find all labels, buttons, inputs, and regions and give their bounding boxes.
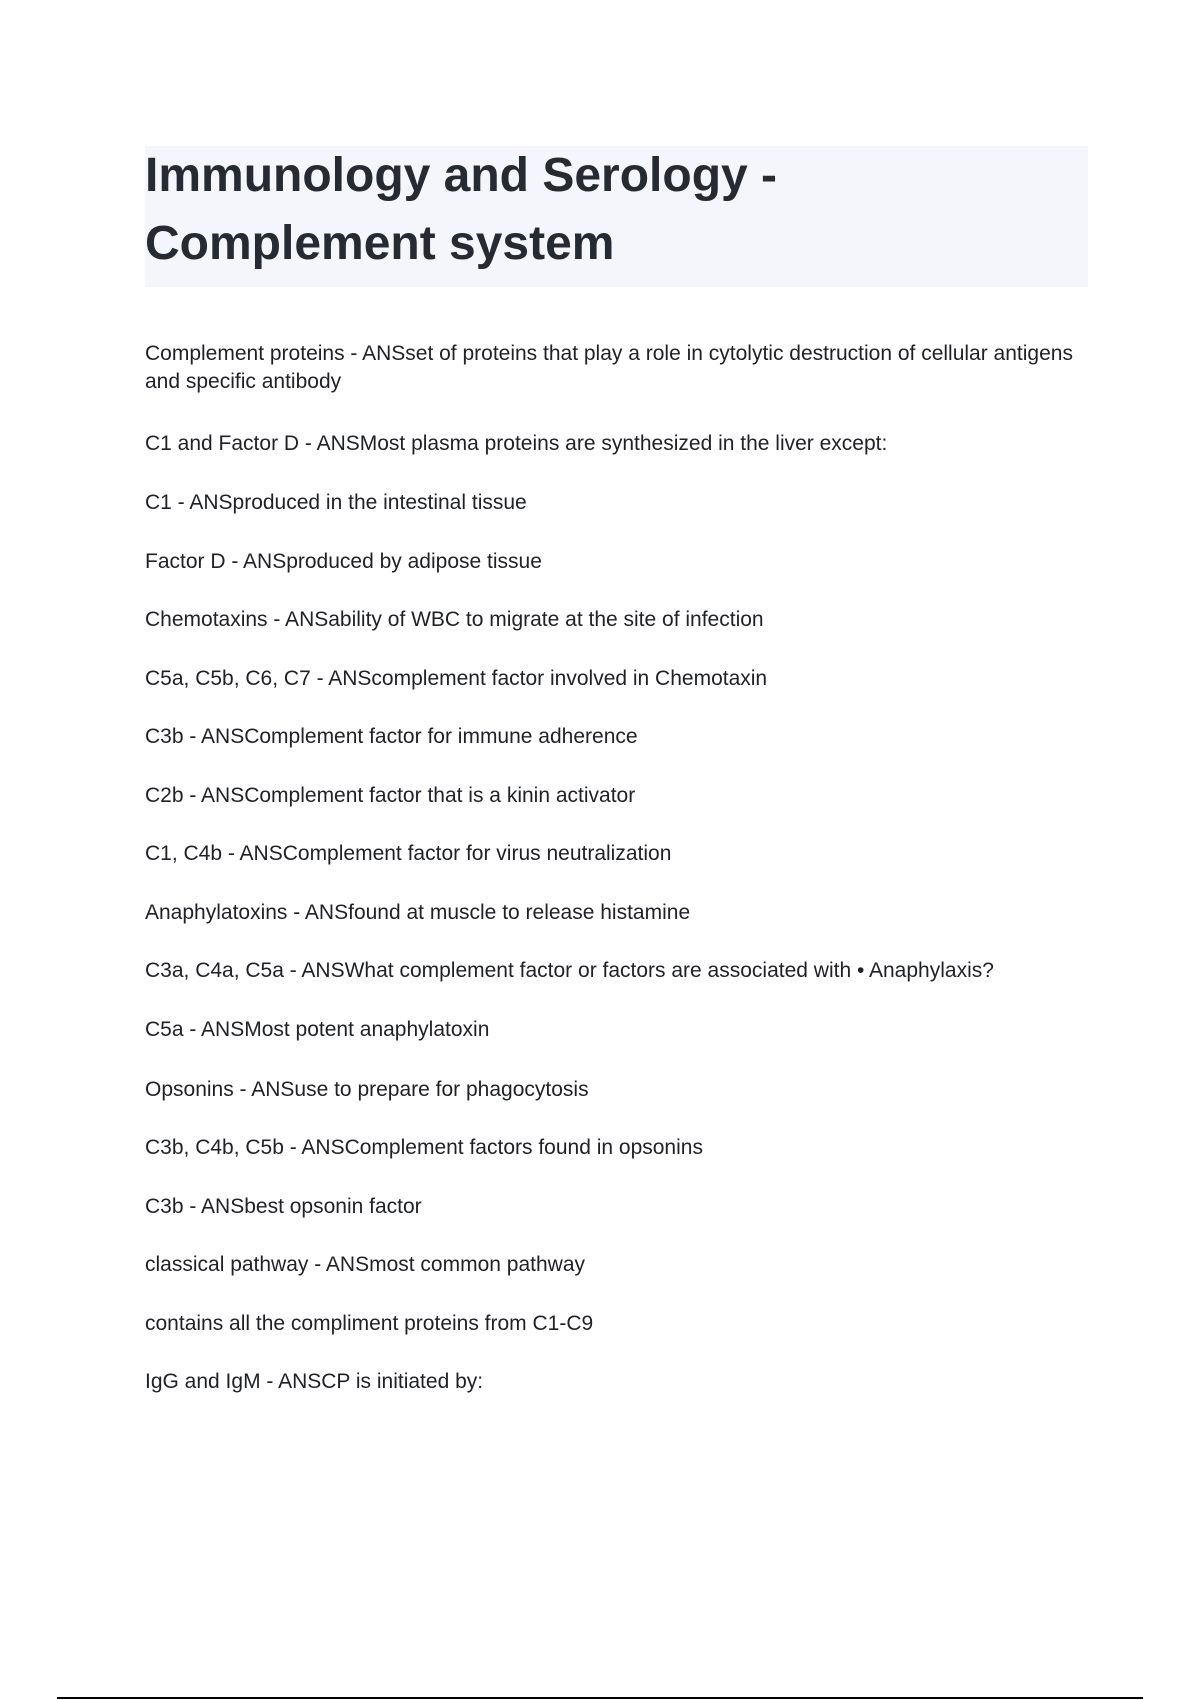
- flashcard-entry: C3b - ANSbest opsonin factor: [145, 1195, 422, 1218]
- flashcard-entry: IgG and IgM - ANSCP is initiated by:: [145, 1370, 484, 1393]
- flashcard-entry: C1, C4b - ANSComplement factor for virus neutralization: [145, 842, 672, 865]
- flashcard-entry: C3b, C4b, C5b - ANSComplement factors found in opsonins: [145, 1136, 703, 1159]
- flashcard-entry: Complement proteins - ANSset of proteins that play a role in cytolytic destruction of cellular antigens and specific antibody: [145, 342, 1073, 393]
- flashcard-entry: C2b - ANSComplement factor that is a kinin activator: [145, 784, 636, 807]
- flashcard-entry: Chemotaxins - ANSability of WBC to migrate at the site of infection: [145, 608, 764, 631]
- flashcard-entry: Factor D - ANSproduced by adipose tissue: [145, 550, 542, 573]
- footer-divider: [57, 1697, 1143, 1699]
- flashcard-entry: contains all the compliment proteins from C1-C9: [145, 1312, 594, 1335]
- flashcard-entry: C3b - ANSComplement factor for immune adherence: [145, 725, 638, 748]
- flashcard-entry: C3a, C4a, C5a - ANSWhat complement factor or factors are associated with • Anaphylaxis?: [145, 959, 994, 982]
- flashcard-entry: C1 - ANSproduced in the intestinal tissue: [145, 491, 527, 514]
- title-block: [145, 146, 1088, 287]
- flashcard-entry: C1 and Factor D - ANSMost plasma proteins are synthesized in the liver except:: [145, 432, 888, 455]
- flashcard-entry: classical pathway - ANSmost common pathway: [145, 1253, 586, 1276]
- flashcard-entry: Opsonins - ANSuse to prepare for phagocytosis: [145, 1078, 589, 1101]
- flashcard-entry: C5a - ANSMost potent anaphylatoxin: [145, 1018, 490, 1041]
- flashcard-entry: Anaphylatoxins - ANSfound at muscle to release histamine: [145, 901, 691, 924]
- page-title-line-1: Immunology and Serology -: [145, 149, 778, 202]
- flashcard-entry: C5a, C5b, C6, C7 - ANScomplement factor involved in Chemotaxin: [145, 667, 768, 690]
- page-title-line-2: Complement system: [145, 217, 615, 270]
